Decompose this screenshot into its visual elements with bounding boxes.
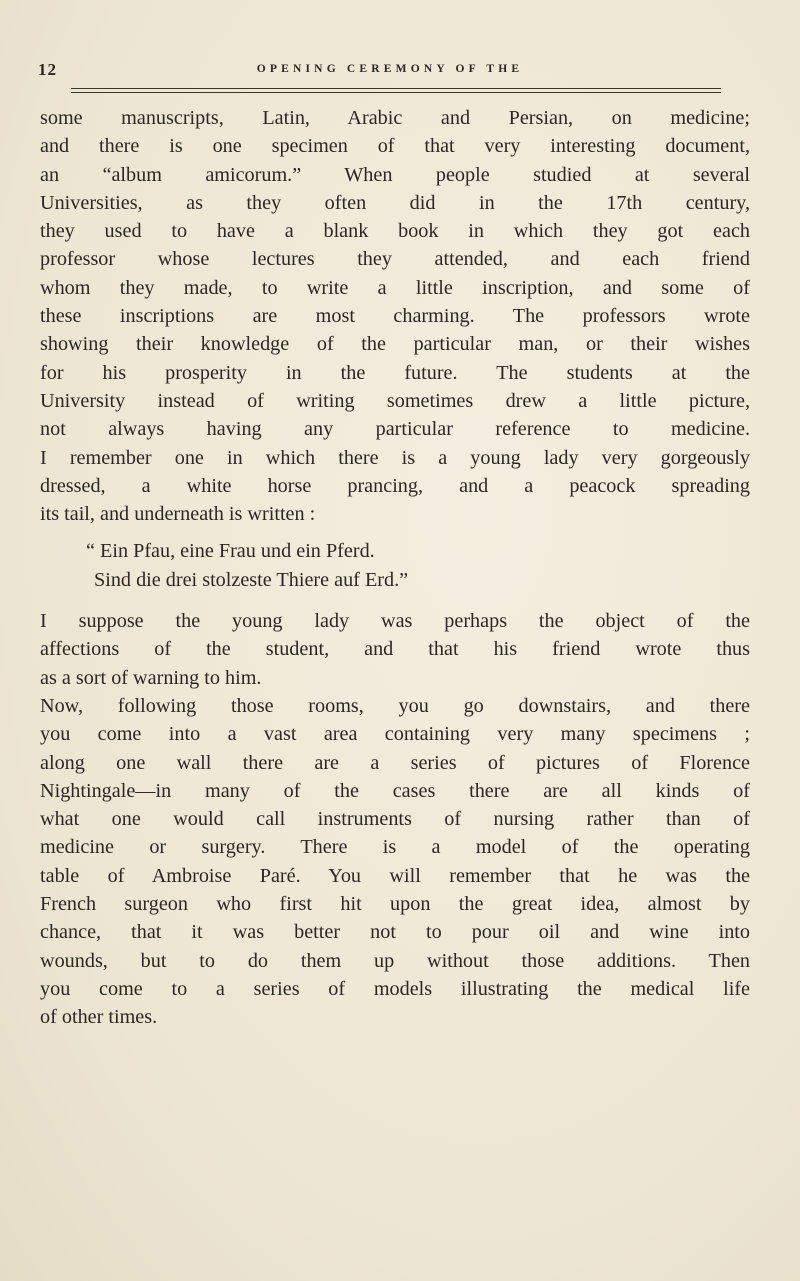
- verse-quote: [40, 537, 750, 594]
- text-line: affections of the student, and that his friend wrote thus: [40, 638, 750, 661]
- header-rule-thin: [71, 92, 721, 93]
- text-line: table of Ambroise Paré. You will remember that he was the: [40, 864, 750, 887]
- verse-line: Sind die drei stolzeste Thiere auf Erd.”: [94, 568, 409, 591]
- text-line: as a sort of warning to him.: [40, 666, 262, 689]
- text-line: I remember one in which there is a young lady very gorgeously: [40, 446, 750, 469]
- text-line: of other times.: [40, 1006, 158, 1029]
- text-line: Now, following those rooms, you go downstairs, and there: [40, 694, 750, 717]
- page-number: 12: [38, 60, 57, 79]
- paragraph-2: [40, 607, 750, 692]
- text-line: whom they made, to write a little inscription, and some of: [40, 276, 750, 299]
- running-head: [38, 60, 722, 82]
- text-line: professor whose lectures they attended, and each friend: [40, 248, 750, 271]
- body-text: [40, 104, 750, 1032]
- text-line: for his prosperity in the future. The students at the: [40, 361, 750, 384]
- text-line: not always having any particular reference to medicine.: [40, 418, 750, 441]
- text-line: you come to a series of models illustrating the medical life: [40, 977, 750, 1000]
- paragraph-3: [40, 692, 750, 1032]
- text-line: they used to have a blank book in which they got each: [40, 220, 750, 243]
- text-line: Universities, as they often did in the 17th century,: [40, 191, 750, 214]
- header-rule: [71, 88, 721, 89]
- text-line: showing their knowledge of the particular man, or their wishes: [40, 333, 750, 356]
- text-line: what one would call instruments of nursing rather than of: [40, 808, 750, 831]
- text-line: I suppose the young lady was perhaps the object of the: [40, 610, 750, 633]
- text-line: wounds, but to do them up without those additions. Then: [40, 949, 750, 972]
- text-line: Nightingale—in many of the cases there are all kinds of: [40, 779, 750, 802]
- paragraph-1: [40, 104, 750, 528]
- text-line: dressed, a white horse prancing, and a peacock spreading: [40, 474, 750, 497]
- text-line: these inscriptions are most charming. The professors wrote: [40, 305, 750, 328]
- text-line: an “album amicorum.” When people studied at several: [40, 163, 750, 186]
- text-line: chance, that it was better not to pour oil and wine into: [40, 921, 750, 944]
- running-title: OPENING CEREMONY OF THE: [256, 63, 524, 75]
- verse-line: “ Ein Pfau, eine Frau und ein Pferd.: [86, 540, 375, 563]
- text-line: you come into a vast area containing very many specimens ;: [40, 723, 750, 746]
- text-line: some manuscripts, Latin, Arabic and Persian, on medicine;: [40, 107, 750, 129]
- text-line: French surgeon who first hit upon the great idea, almost by: [40, 893, 750, 916]
- text-line: along one wall there are a series of pictures of Florence: [40, 751, 750, 774]
- text-line: medicine or surgery. There is a model of the operating: [40, 836, 750, 859]
- text-line: University instead of writing sometimes drew a little picture,: [40, 389, 750, 412]
- text-line: and there is one specimen of that very interesting document,: [40, 135, 750, 158]
- text-line: its tail, and underneath is written :: [40, 503, 316, 526]
